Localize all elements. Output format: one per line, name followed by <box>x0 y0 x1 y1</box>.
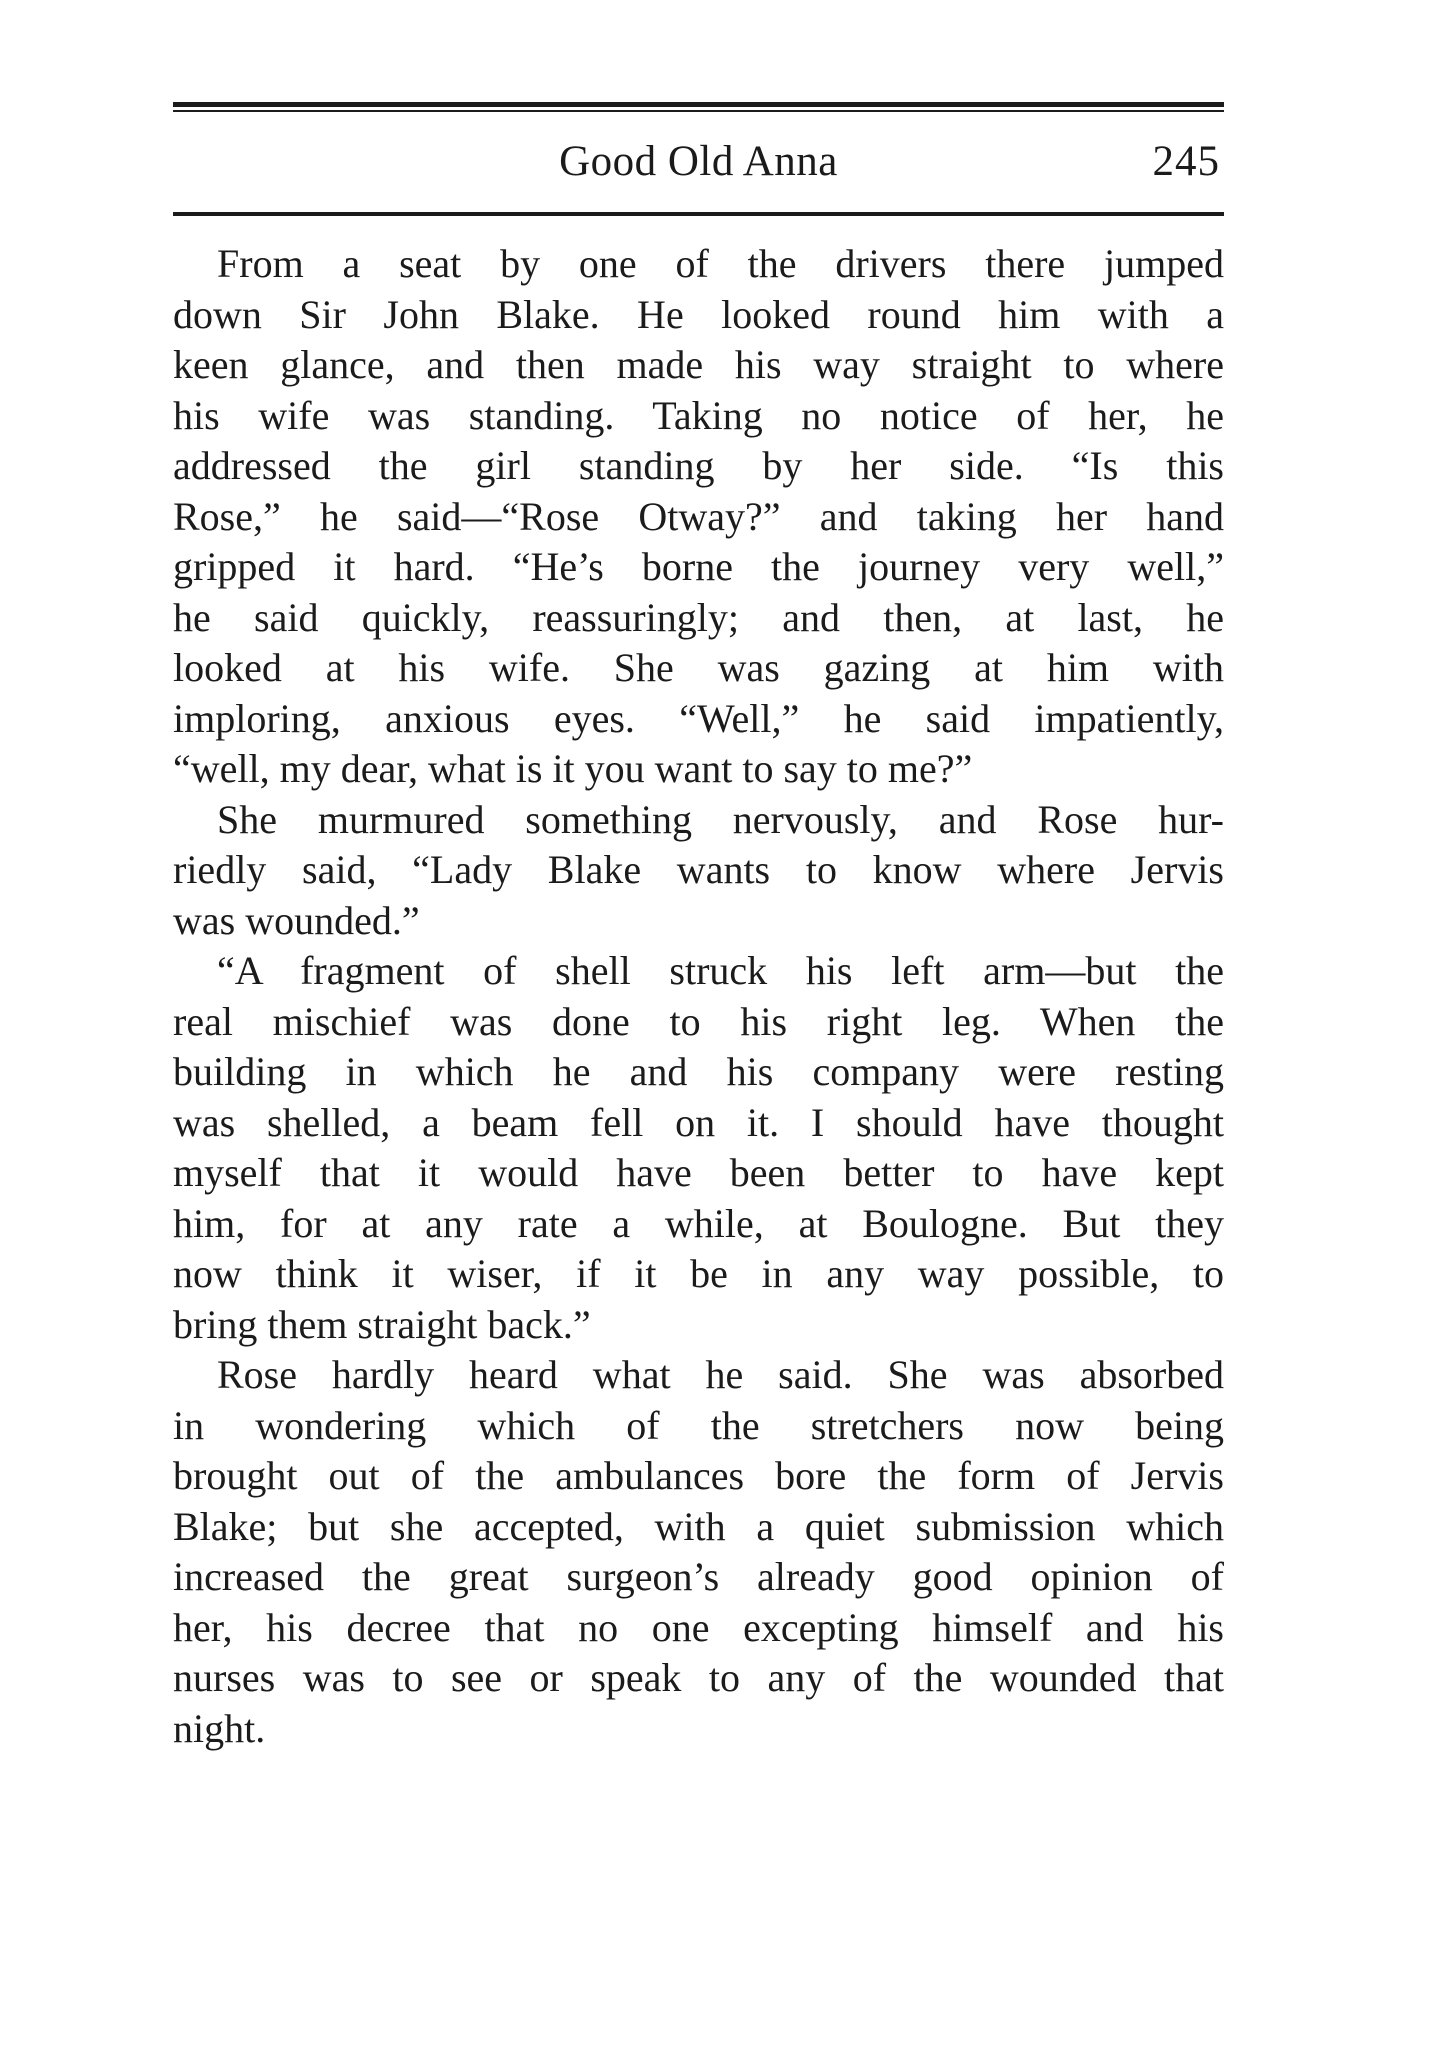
text-line: now think it wiser, if it be in any way possible, to <box>173 1251 1224 1296</box>
text-line: his wife was standing. Taking no notice of her, he <box>173 392 1224 438</box>
text-line: her, his decree that no one excepting himself and his <box>173 1604 1224 1650</box>
text-line: “A fragment of shell struck his left arm—but the <box>217 948 1224 993</box>
text-line: gripped it hard. “He’s borne the journey very well,” <box>173 544 1224 589</box>
text-line: increased the great surgeon’s already good opinion of <box>173 1554 1224 1599</box>
text-line: nurses was to see or speak to any of the wounded that <box>173 1655 1224 1700</box>
header-rule-thin <box>173 110 1224 112</box>
text-line: was wounded.” <box>173 897 420 943</box>
running-title: Good Old Anna <box>559 138 838 185</box>
text-line: brought out of the ambulances bore the form of Jervis <box>173 1453 1224 1498</box>
text-line: he said quickly, reassuringly; and then, at last, he <box>173 594 1224 640</box>
text-line: bring them straight back.” <box>173 1301 591 1347</box>
text-line: Blake; but she accepted, with a quiet submission which <box>173 1503 1224 1549</box>
page-number: 245 <box>1152 138 1220 185</box>
text-line: Rose,” he said—“Rose Otway?” and taking her hand <box>173 493 1224 539</box>
paragraph <box>173 795 1224 947</box>
text-line: real mischief was done to his right leg. When the <box>173 998 1224 1044</box>
text-line: night. <box>173 1705 266 1751</box>
text-line: building in which he and his company were resting <box>173 1049 1224 1094</box>
text-line: was shelled, a beam fell on it. I should have thought <box>173 1099 1224 1145</box>
body-text <box>173 239 1224 1754</box>
text-line: keen glance, and then made his way straight to where <box>173 342 1224 387</box>
text-line: “well, my dear, what is it you want to say to me?” <box>173 746 973 791</box>
text-line: in wondering which of the stretchers now being <box>173 1402 1224 1448</box>
running-head <box>173 132 1224 192</box>
paragraph <box>173 239 1224 795</box>
text-line: addressed the girl standing by her side. “Is this <box>173 443 1224 488</box>
text-line: riedly said, “Lady Blake wants to know where Jervis <box>173 847 1224 892</box>
text-line: imploring, anxious eyes. “Well,” he said impatiently, <box>173 695 1224 741</box>
text-line: She murmured something nervously, and Rose hur- <box>217 796 1224 842</box>
text-line: Rose hardly heard what he said. She was absorbed <box>217 1352 1224 1397</box>
text-line: looked at his wife. She was gazing at him with <box>173 645 1224 690</box>
header-rule-bottom <box>173 212 1224 216</box>
paragraph <box>173 946 1224 1350</box>
text-line: myself that it would have been better to have kept <box>173 1150 1224 1195</box>
text-line: him, for at any rate a while, at Boulogne. But they <box>173 1200 1224 1246</box>
paragraph <box>173 1350 1224 1754</box>
header-rule-thick <box>173 102 1224 107</box>
text-line: From a seat by one of the drivers there jumped <box>217 241 1224 286</box>
text-line: down Sir John Blake. He looked round him with a <box>173 291 1224 337</box>
